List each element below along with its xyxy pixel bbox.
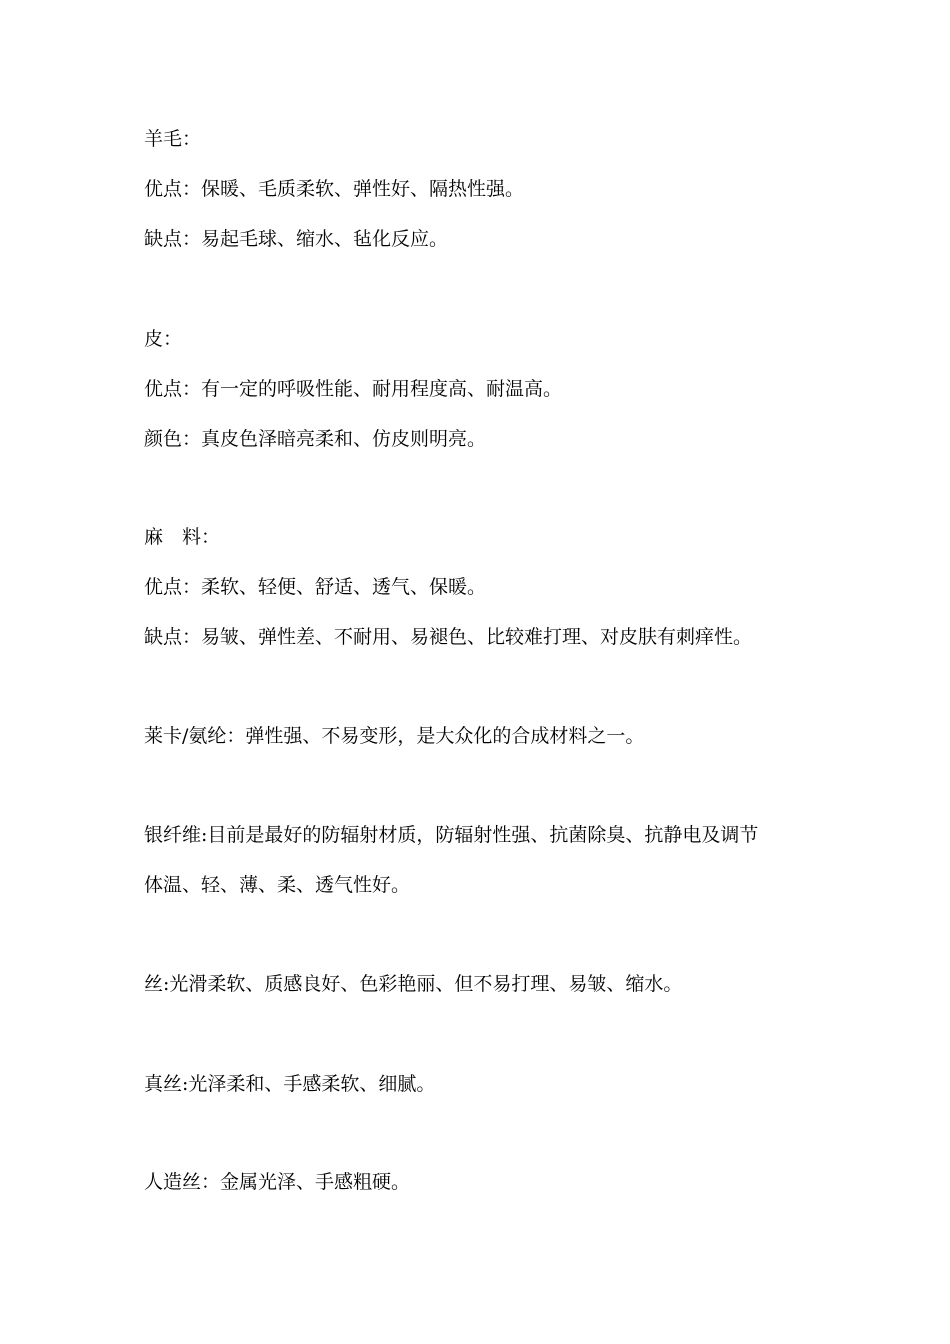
linen-disadvantages: 缺点：易皱、弹性差、不耐用、易褪色、比较难打理、对皮肤有刺痒性。: [144, 626, 753, 648]
real-silk-line: 真丝:光泽柔和、手感柔软、细腻。: [144, 1073, 436, 1095]
linen-heading: 麻 料：: [144, 526, 221, 548]
wool-disadvantages: 缺点：易起毛球、缩水、毡化反应。: [144, 228, 449, 250]
silver-fiber-line-1: 银纤维:目前是最好的防辐射材质，防辐射性强、抗菌除臭、抗静电及调节: [144, 824, 759, 846]
leather-color: 颜色：真皮色泽暗亮柔和、仿皮则明亮。: [144, 428, 487, 450]
silk-line: 丝:光滑柔软、质感良好、色彩艳丽、但不易打理、易皱、缩水。: [144, 973, 683, 995]
wool-heading: 羊毛：: [144, 128, 202, 150]
linen-advantages: 优点：柔软、轻便、舒适、透气、保暖。: [144, 576, 487, 598]
rayon-line: 人造丝：金属光泽、手感粗硬。: [144, 1171, 411, 1193]
silver-fiber-line-2: 体温、轻、薄、柔、透气性好。: [144, 874, 411, 896]
leather-advantages: 优点：有一定的呼吸性能、耐用程度高、耐温高。: [144, 378, 563, 400]
leather-heading: 皮：: [144, 328, 183, 350]
wool-advantages: 优点：保暖、毛质柔软、弹性好、隔热性强。: [144, 178, 525, 200]
lycra-line: 莱卡/氨纶：弹性强、不易变形，是大众化的合成材料之一。: [144, 725, 645, 747]
